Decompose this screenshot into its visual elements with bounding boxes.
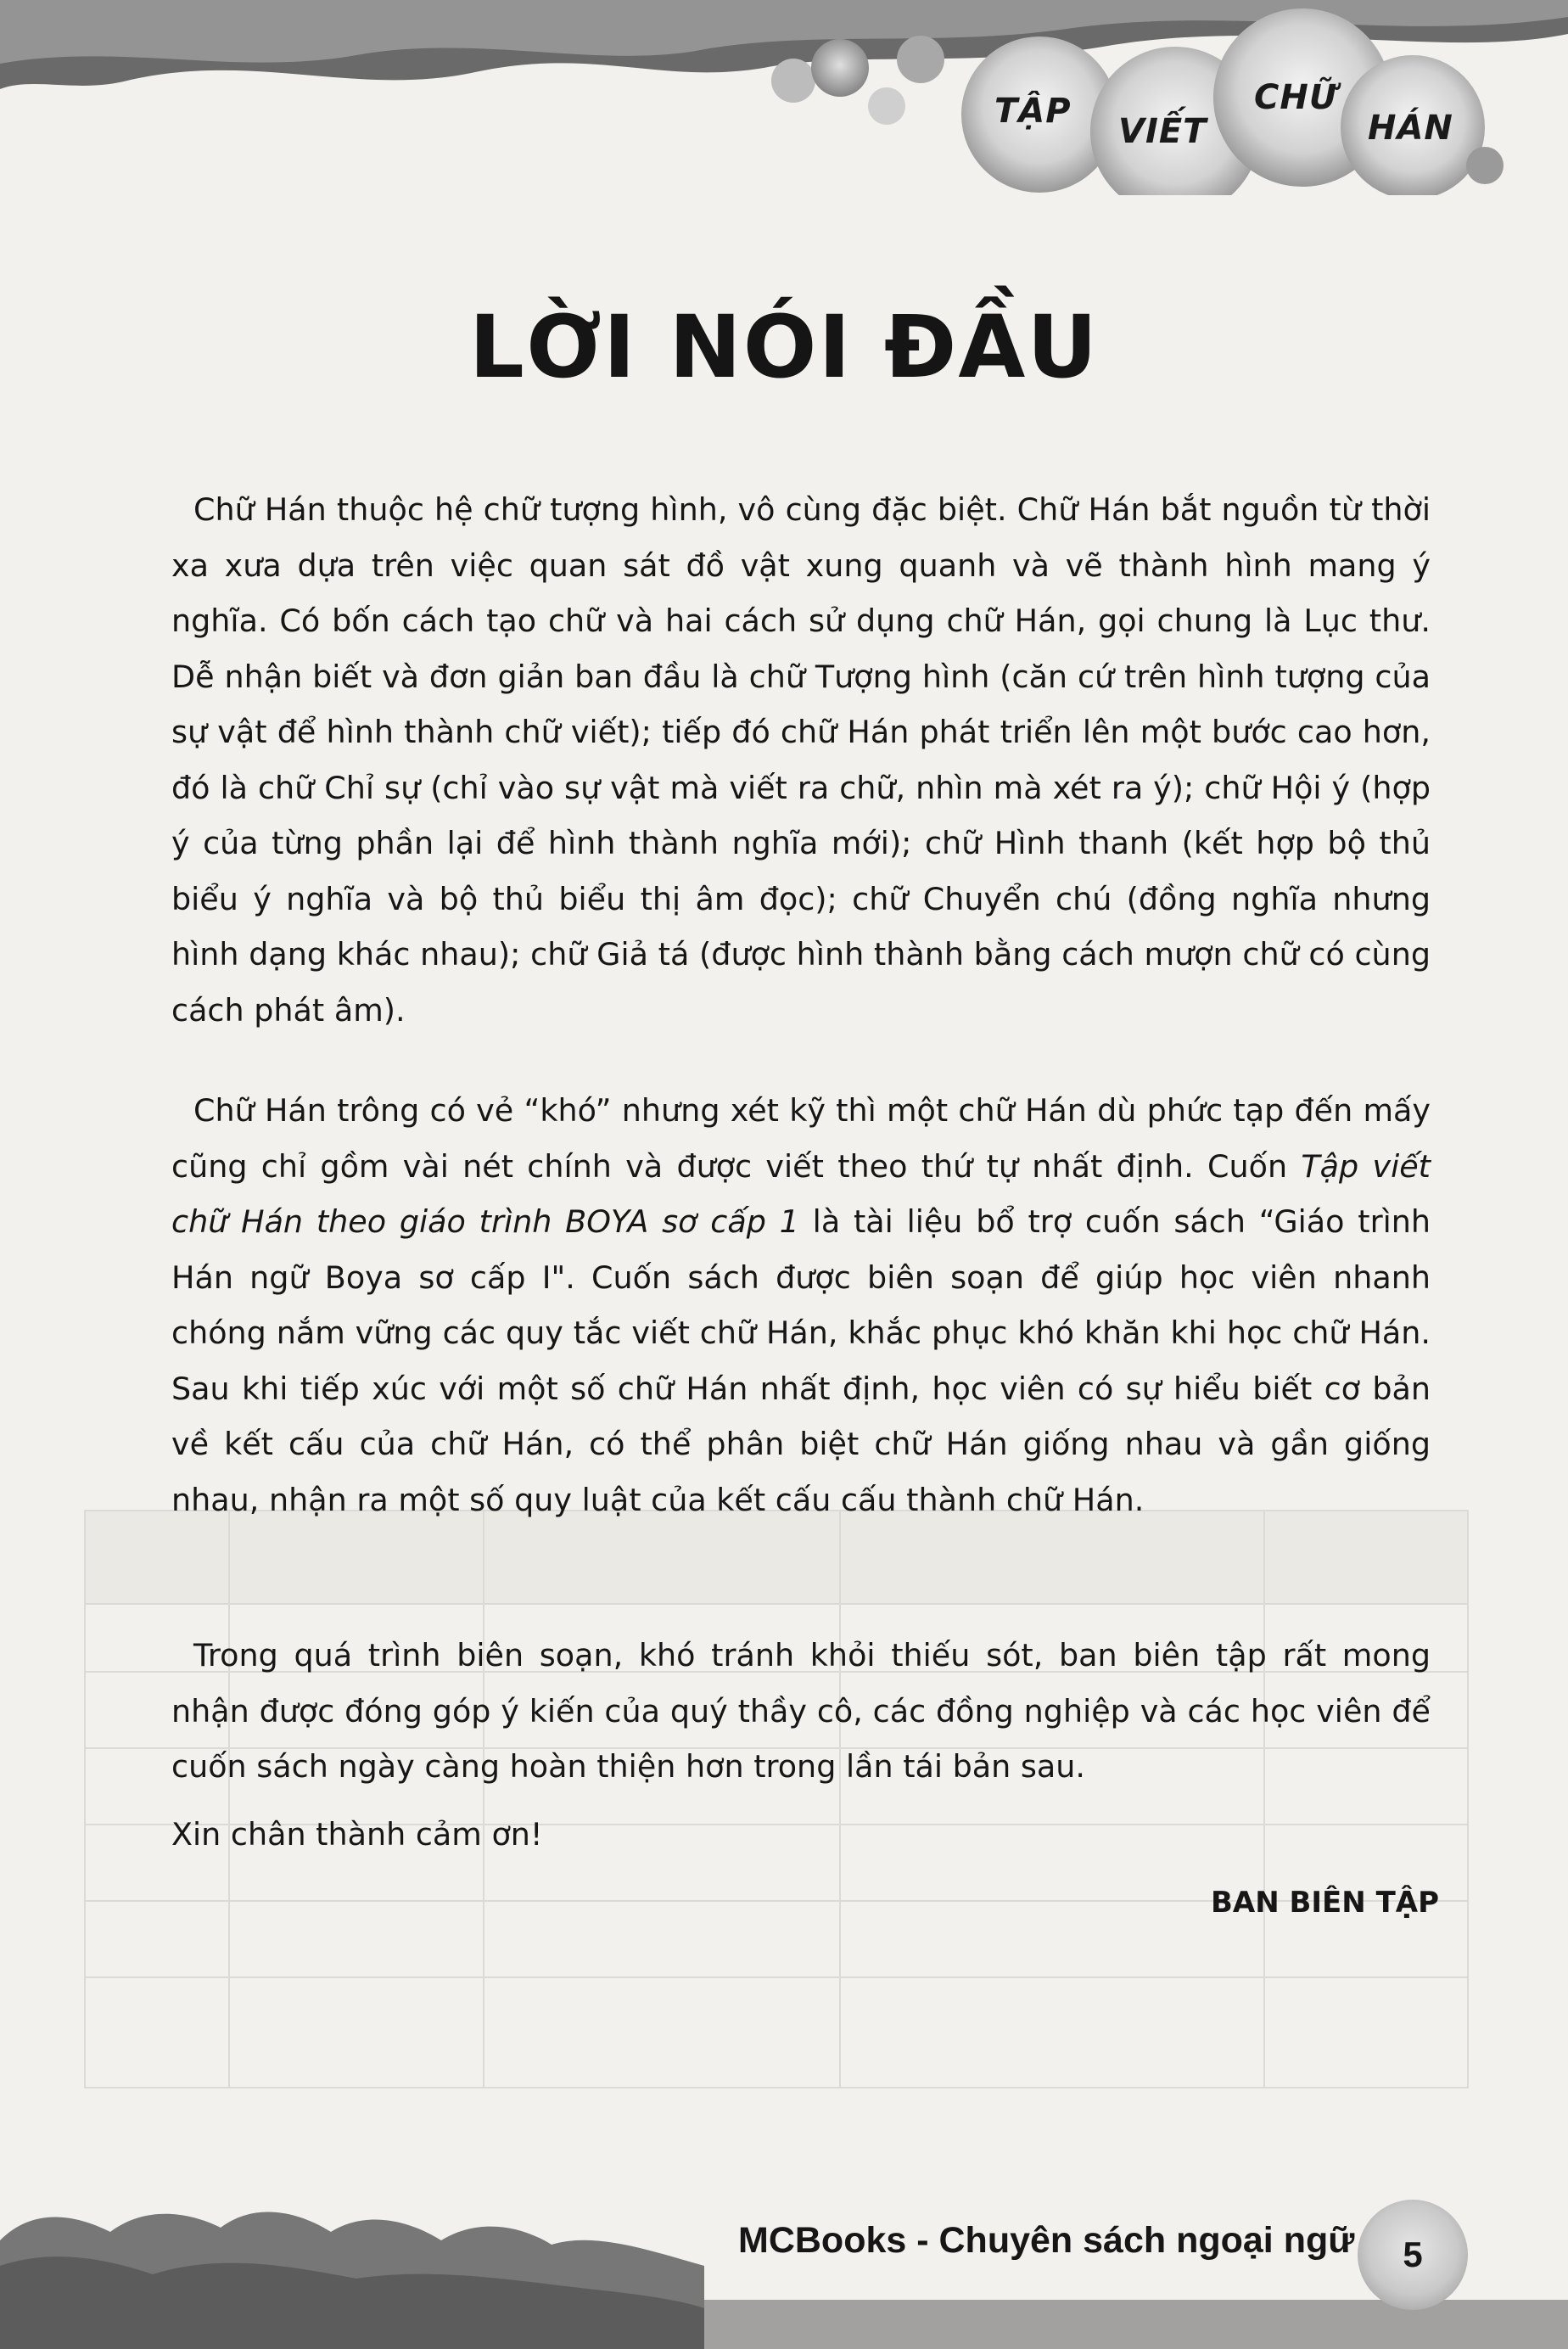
page-title: LỜI NÓI ĐẦU bbox=[468, 297, 1100, 398]
paragraph-1-text: Chữ Hán thuộc hệ chữ tượng hình, vô cùng đặc biệt. Chữ Hán bắt nguồn từ thời xa xưa dựa trên việc quan sát đồ vật xung quanh và vẽ thành hình mang ý nghĩa. Có bốn cách tạo chữ và hai cách sử dụng chữ Hán, gọi chung là Lục thư. Dễ nhận biết và đơn giản ban đầu là chữ Tượng hình (căn cứ trên hình tượng của sự vật để hình thành chữ viết); tiếp đó chữ Hán phát triển lên một bước cao hơn, đó là chữ Chỉ sự (chỉ vào sự vật mà viết ra chữ, nhìn mà xét ra ý); chữ Hội ý (hợp ý của từng phần lại để hình thành nghĩa mới); chữ Hình thanh (kết hợp bộ thủ biểu ý nghĩa và bộ thủ biểu thị âm đọc); chữ Chuyển chú (đồng nghĩa nhưng hình dạng khác nhau); chữ Giả tá (được hình thành bằng cách mượn chữ có cùng cách phát âm). bbox=[171, 491, 1431, 1029]
header-word-han: HÁN bbox=[1368, 109, 1453, 148]
paragraph-2-text bbox=[171, 1083, 1431, 1528]
page-number: 5 bbox=[1403, 2234, 1423, 2274]
paragraph-2 bbox=[171, 1083, 1431, 1528]
signature: BAN BIÊN TẬP bbox=[1210, 1886, 1439, 1920]
paragraph-1 bbox=[171, 482, 1431, 1038]
header-word-viet: VIẾT bbox=[1118, 112, 1207, 151]
paragraph-3-text: Trong quá trình biên soạn, khó tránh khỏi thiếu sót, ban biên tập rất mong nhận được đóng góp ý kiến của quý thầy cô, các đồng nghiệp và các học viên để cuốn sách ngày càng hoàn thiện hơn trong lần tái bản sau. bbox=[171, 1637, 1431, 1785]
page-number-badge bbox=[1358, 2200, 1468, 2310]
paragraph-2-book-title: Tập viết chữ Hán theo giáo trình BOYA sơ cấp 1 bbox=[171, 1147, 1431, 1240]
paragraph-2-part-a: Chữ Hán trông có vẻ “khó” nhưng xét kỹ thì một chữ Hán dù phức tạp đến mấy cũng chỉ gồm vài nét chính và được viết theo thứ tự nhất định. Cuốn bbox=[171, 1092, 1431, 1185]
header-word-tap: TẬP bbox=[994, 92, 1072, 131]
header-word-chu: CHỮ bbox=[1254, 78, 1338, 117]
footer-brand: MCBooks - Chuyên sách ngoại ngữ bbox=[738, 2220, 1355, 2261]
closing-line: Xin chân thành cảm ơn! bbox=[171, 1816, 543, 1853]
paragraph-3 bbox=[171, 1628, 1431, 1795]
paragraph-2-part-b: là tài liệu bổ trợ cuốn sách “Giáo trình Hán ngữ Boya sơ cấp I". Cuốn sách được biên soạn để giúp học viên nhanh chóng nắm vững các quy tắc viết chữ Hán, khắc phục khó khăn khi học chữ Hán. Sau khi tiếp xúc với một số chữ Hán nhất định, học viên có sự hiểu biết cơ bản về kết cấu của chữ Hán, có thể phân biệt chữ Hán giống nhau và gần giống nhau, nhận ra một số quy luật của kết cấu cấu thành chữ Hán. bbox=[171, 1203, 1431, 1518]
